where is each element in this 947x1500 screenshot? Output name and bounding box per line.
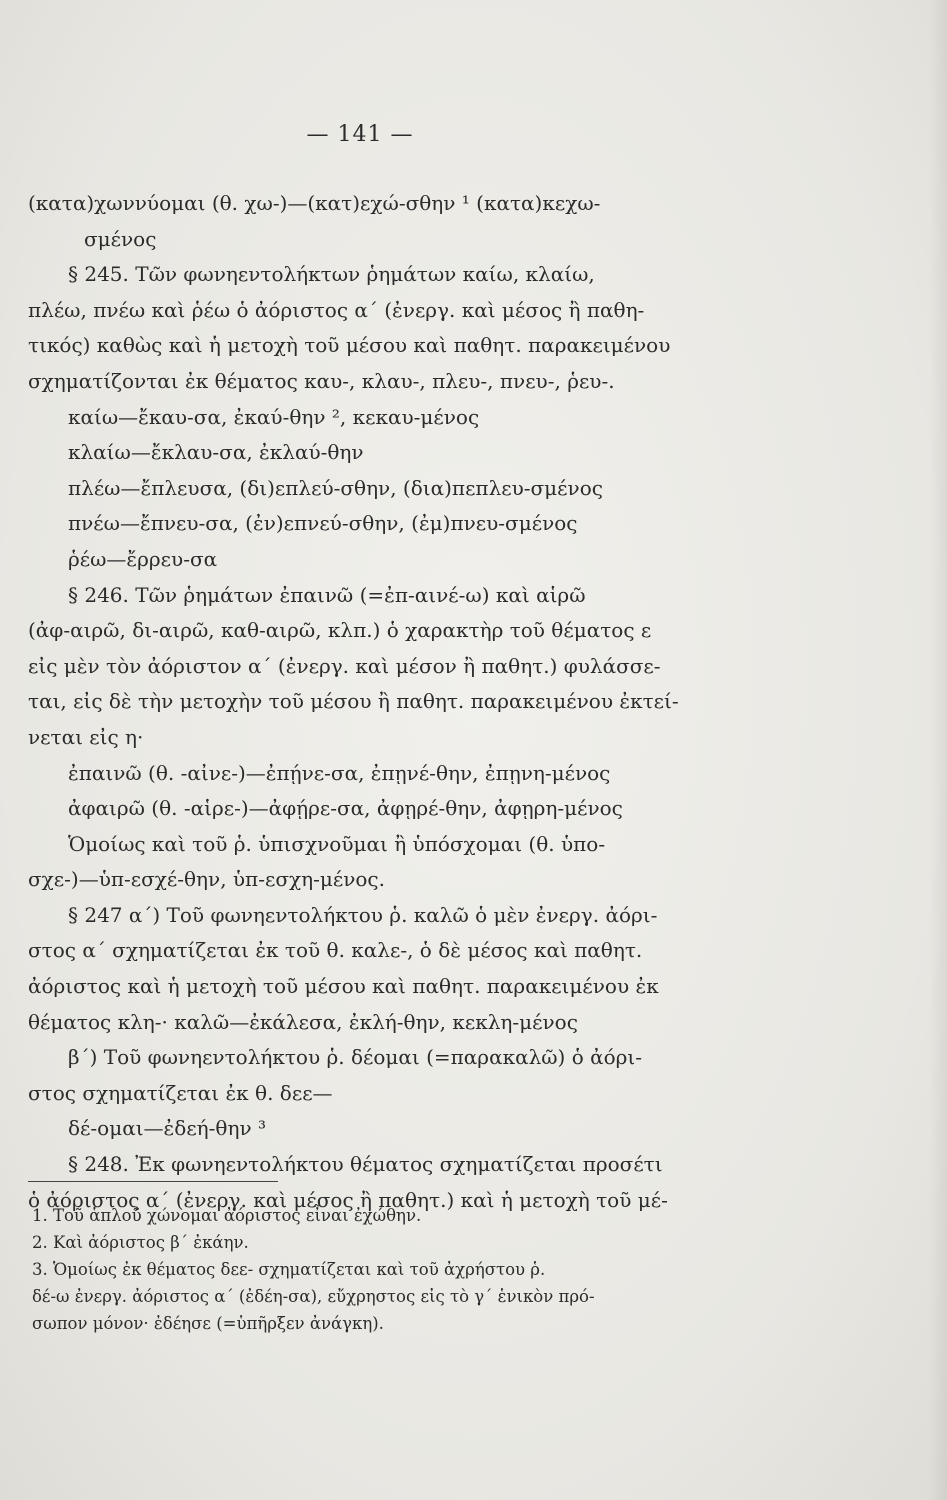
text-line: νεται εἰς η· [28, 724, 144, 749]
example-line: πλέω—ἔπλευσα, (δι)επλεύ-σθην, (δια)πεπλευ-σμένος [68, 475, 603, 500]
example-line: δέ-ομαι—ἐδεή-θην ³ [68, 1116, 266, 1141]
footnote: 1. Τοῦ ἁπλοῦ χώνομαι ἀόριστος εἶναι ἐχώθην. [32, 1206, 422, 1225]
section-248-heading: § 248. Ἐκ φωνηεντολήκτου θέματος σχηματίζεται προσέτι [68, 1152, 663, 1177]
section-245-heading: § 245. Τῶν φωνηεντολήκτων ῥημάτων καίω, κλαίω, [68, 262, 595, 287]
example-line: ῥέω—ἔρρευ-σα [68, 546, 218, 571]
main-text [28, 186, 736, 1218]
text-line: στος α΄ σχηματίζεται ἐκ τοῦ θ. καλε-, ὁ δὲ μέσος καὶ παθητ. [28, 938, 643, 963]
footnote-continuation: δέ-ω ἐνεργ. ἀόριστος α΄ (ἐδέη-σα), εὔχρηστος εἰς τὸ γ΄ ἑνικὸν πρό- [32, 1287, 595, 1306]
text-line: στος σχηματίζεται ἐκ θ. δεε— [28, 1080, 333, 1105]
text-line: ὁ ἀόριστος α΄ (ἐνεργ. καὶ μέσος ἢ παθητ.) καὶ ἡ μετοχὴ τοῦ μέ- [28, 1187, 668, 1212]
text-line: σχηματίζονται ἐκ θέματος καυ-, κλαυ-, πλευ-, πνευ-, ῥευ-. [28, 368, 615, 393]
text-line: ται, εἰς δὲ τὴν μετοχὴν τοῦ μέσου ἢ παθητ. παρακειμένου ἐκτεί- [28, 689, 679, 714]
footnote: 2. Καὶ ἀόριστος β΄ ἐκάην. [32, 1233, 249, 1252]
text-line: εἰς μὲν τὸν ἀόριστον α΄ (ἐνεργ. καὶ μέσον ἢ παθητ.) φυλάσσε- [28, 653, 661, 678]
text-line: β΄) Τοῦ φωνηεντολήκτου ῥ. δέομαι (=παρακαλῶ) ὁ ἀόρι- [68, 1045, 643, 1070]
text-line: (ἀφ-αιρῶ, δι-αιρῶ, καθ-αιρῶ, κλπ.) ὁ χαρακτὴρ τοῦ θέματος ε [28, 618, 652, 643]
text-line: Ὁμοίως καὶ τοῦ ῥ. ὑπισχνοῦμαι ἢ ὑπόσχομαι (θ. ὑπο- [68, 831, 606, 856]
page-edge-shadow [929, 0, 947, 1500]
example-line: καίω—ἔκαυ-σα, ἐκαύ-θην ², κεκαυ-μένος [68, 404, 480, 429]
text-line: πλέω, πνέω καὶ ῥέω ὁ ἀόριστος α΄ (ἐνεργ. καὶ μέσος ἢ παθη- [28, 297, 645, 322]
example-line: ἀφαιρῶ (θ. -αἱρε-)—ἀφῄρε-σα, ἀφῃρέ-θην, ἀφῃρη-μένος [68, 796, 623, 821]
section-246-heading: § 246. Τῶν ῥημάτων ἐπαινῶ (=ἐπ-αινέ-ω) καὶ αἱρῶ [68, 582, 586, 607]
footnote-continuation: σωπον μόνον· ἐδέησε (=ὑπῆρξεν ἀνάγκη). [32, 1314, 384, 1333]
page-number: — 141 — [306, 122, 414, 147]
example-line: κλαίω—ἔκλαυ-σα, ἐκλαύ-θην [68, 440, 364, 465]
text-line: σμένος [84, 226, 157, 251]
text-line: ἀόριστος καὶ ἡ μετοχὴ τοῦ μέσου καὶ παθητ. παρακειμένου ἐκ [28, 974, 659, 999]
footnotes [28, 1181, 736, 1337]
text-line: τικός) καθὼς καὶ ἡ μετοχὴ τοῦ μέσου καὶ παθητ. παρακειμένου [28, 333, 671, 358]
example-line: ἐπαινῶ (θ. -αἰνε-)—ἐπῄνε-σα, ἐπῃνέ-θην, ἐπῃνη-μένος [68, 760, 611, 785]
text-line: σχε-)—ὑπ-εσχέ-θην, ὑπ-εσχη-μένος. [28, 867, 385, 892]
footnote: 3. Ὁμοίως ἐκ θέματος δεε- σχηματίζεται καὶ τοῦ ἀχρήστου ῥ. [32, 1260, 546, 1279]
footnote-divider [28, 1181, 278, 1182]
section-247-heading: § 247 α΄) Τοῦ φωνηεντολήκτου ῥ. καλῶ ὁ μὲν ἐνεργ. ἀόρι- [68, 902, 658, 927]
text-line: (κατα)χωννύομαι (θ. χω-)—(κατ)εχώ-σθην ¹ (κατα)κεχω- [28, 191, 601, 215]
text-line: θέματος κλη-· καλῶ—ἐκάλεσα, ἐκλή-θην, κεκλη-μένος [28, 1009, 578, 1034]
example-line: πνέω—ἔπνευ-σα, (ἐν)επνεύ-σθην, (ἐμ)πνευ-σμένος [68, 511, 578, 536]
